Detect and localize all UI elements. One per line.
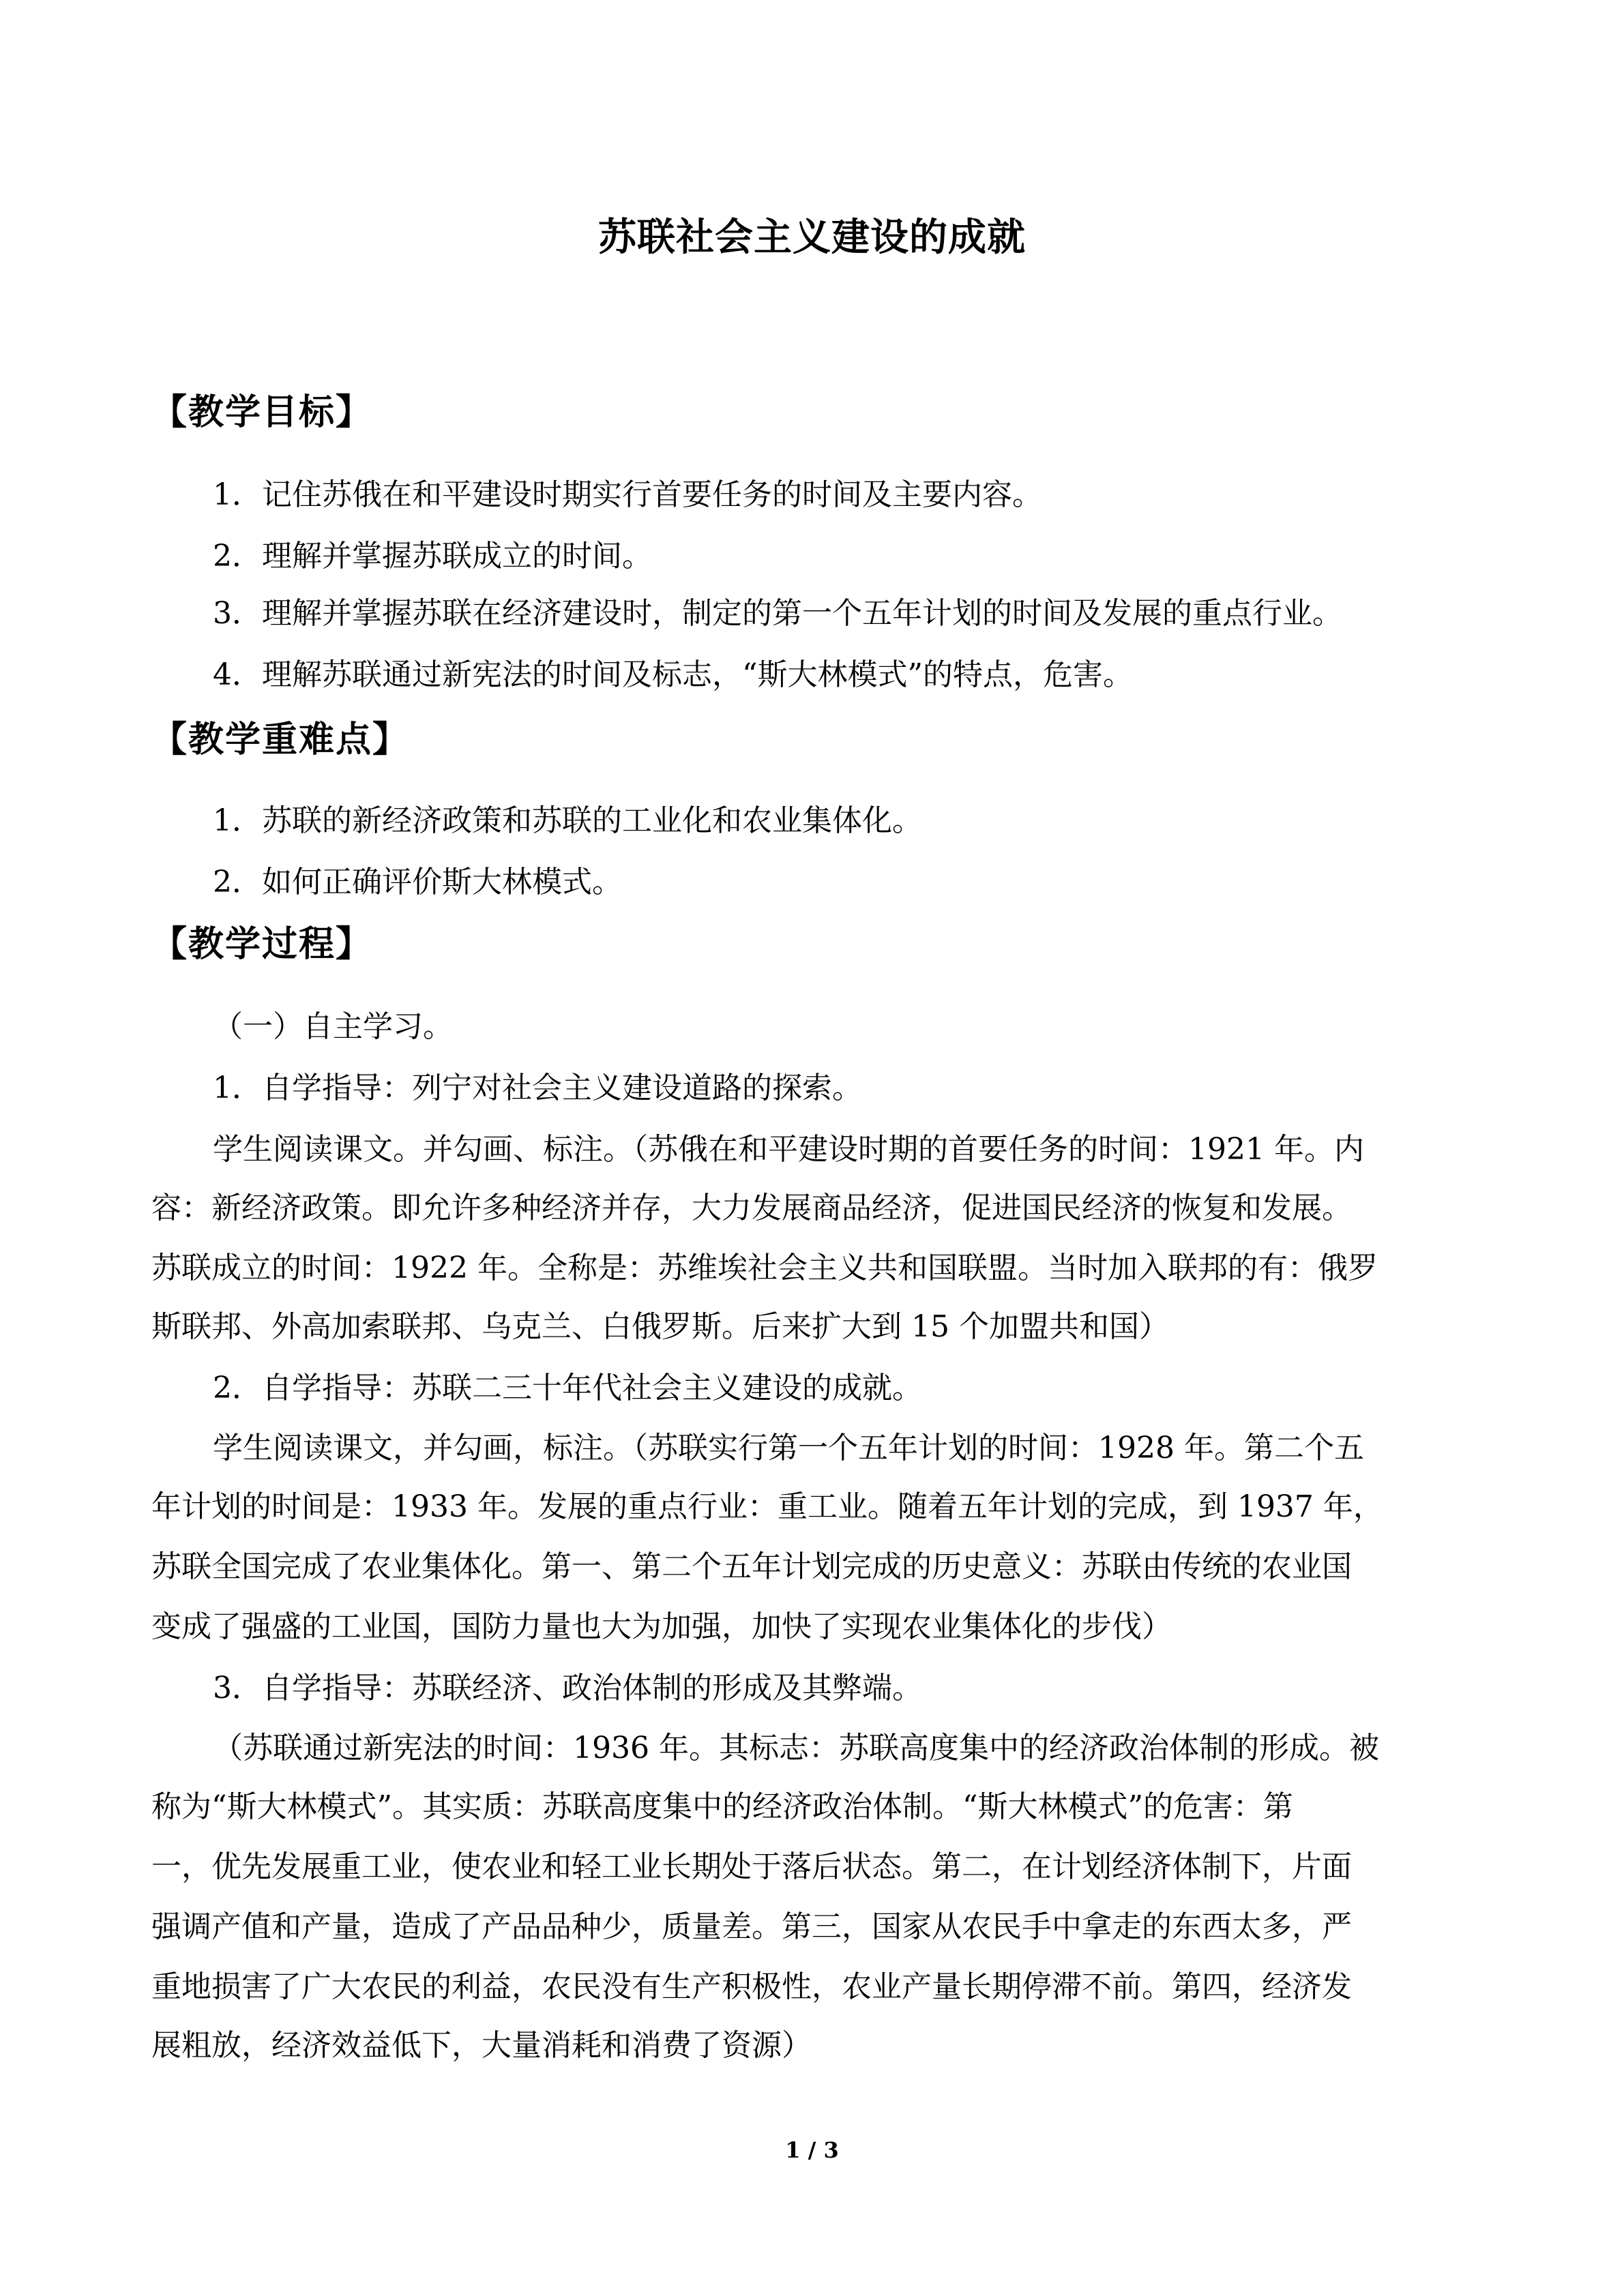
objective-item: 3．理解并掌握苏联在经济建设时，制定的第一个五年计划的时间及发展的重点行业。 (213, 596, 1342, 631)
process-line: 一，优先发展重工业，使农业和轻工业长期处于落后状态。第二，在计划经济体制下，片面 (151, 1849, 1352, 1884)
process-line: 重地损害了广大农民的利益，农民没有生产积极性，农业产量长期停滞不前。第四，经济发 (151, 1969, 1352, 2004)
objective-item: 2．理解并掌握苏联成立的时间。 (213, 539, 652, 573)
page-number: 1 / 3 (785, 2137, 839, 2163)
process-line: 苏联全国完成了农业集体化。第一、第二个五年计划完成的历史意义：苏联由传统的农业国 (151, 1549, 1352, 1584)
process-line: 2．自学指导：苏联二三十年代社会主义建设的成就。 (213, 1371, 922, 1405)
process-line: 展粗放，经济效益低下，大量消耗和消费了资源） (151, 2028, 812, 2063)
process-line: 1．自学指导：列宁对社会主义建设道路的探索。 (213, 1071, 862, 1105)
process-line: 苏联成立的时间：1922 年。全称是：苏维埃社会主义共和国联盟。当时加入联邦的有：俄罗 (151, 1251, 1378, 1285)
process-line: 年计划的时间是：1933 年。发展的重点行业：重工业。随着五年计划的完成，到 1937 年， (151, 1489, 1383, 1524)
key-point-item: 1．苏联的新经济政策和苏联的工业化和农业集体化。 (213, 803, 922, 838)
process-line: 3．自学指导：苏联经济、政治体制的形成及其弊端。 (213, 1671, 922, 1705)
process-line: 变成了强盛的工业国，国防力量也大为加强，加快了实现农业集体化的步伐） (151, 1609, 1172, 1644)
process-line: （苏联通过新宪法的时间：1936 年。其标志：苏联高度集中的经济政治体制的形成。被 (213, 1731, 1379, 1765)
process-line: 学生阅读课文，并勾画，标注。（苏联实行第一个五年计划的时间：1928 年。第二个五 (213, 1431, 1364, 1465)
section-heading-key-points: 【教学重难点】 (151, 719, 410, 760)
key-point-item: 2．如何正确评价斯大林模式。 (213, 865, 622, 899)
section-heading-objectives: 【教学目标】 (151, 391, 373, 433)
process-line: 斯联邦、外高加索联邦、乌克兰、白俄罗斯。后来扩大到 15 个加盟共和国） (151, 1309, 1169, 1344)
process-line: （一）自主学习。 (213, 1009, 453, 1044)
process-line: 称为“斯大林模式”。其实质：苏联高度集中的经济政治体制。“斯大林模式”的危害：第 (151, 1789, 1293, 1824)
process-line: 学生阅读课文。并勾画、标注。（苏俄在和平建设时期的首要任务的时间：1921 年。内 (213, 1132, 1364, 1167)
objective-item: 1．记住苏俄在和平建设时期实行首要任务的时间及主要内容。 (213, 477, 1042, 512)
page-title: 苏联社会主义建设的成就 (598, 215, 1026, 260)
process-line: 容：新经济政策。即允许多种经济并存，大力发展商品经济，促进国民经济的恢复和发展。 (151, 1191, 1352, 1225)
objective-item: 4．理解苏联通过新宪法的时间及标志，“斯大林模式”的特点，危害。 (213, 657, 1133, 692)
section-heading-process: 【教学过程】 (151, 923, 373, 965)
process-line: 强调产值和产量，造成了产品品种少，质量差。第三，国家从农民手中拿走的东西太多，严 (151, 1909, 1352, 1944)
